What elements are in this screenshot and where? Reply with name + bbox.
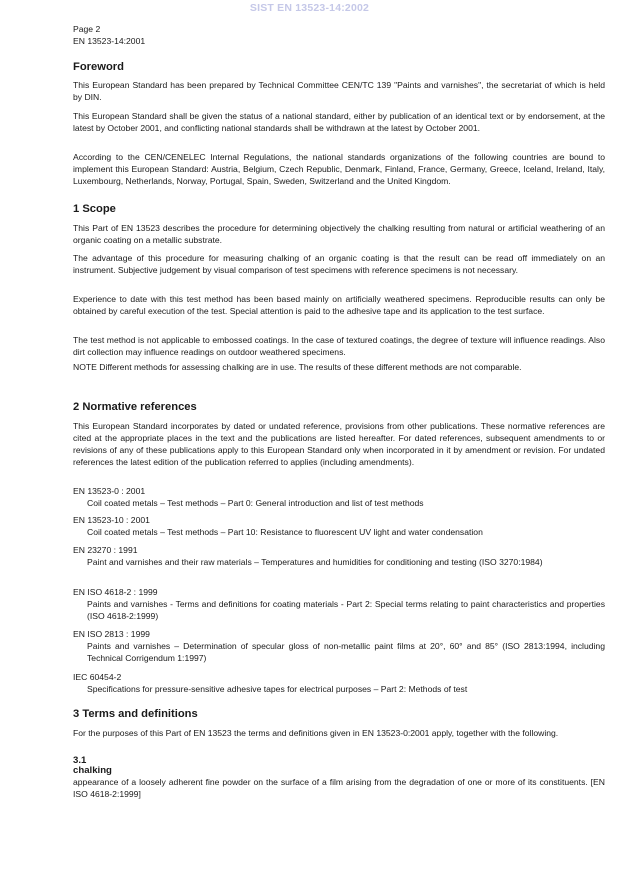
term-number: 3.1 [73, 755, 87, 766]
document-id: EN 13523-14:2001 [73, 36, 146, 46]
terms-heading: 3 Terms and definitions [73, 708, 198, 720]
reference-title: Coil coated metals – Test methods – Part 10: Resistance to fluorescent UV light and water condensation [87, 527, 483, 537]
reference-item [73, 514, 605, 538]
reference-item [73, 628, 605, 664]
term-name: chalking [73, 765, 112, 776]
reference-id: EN 23270 : 1991 [73, 545, 138, 555]
reference-title: Coil coated metals – Test methods – Part 0: General introduction and list of test methods [87, 498, 424, 508]
foreword-paragraph: This European Standard has been prepared by Technical Committee CEN/TC 139 "Paints and varnishes", the secretariat of which is held by DIN. [73, 80, 605, 102]
reference-id: IEC 60454-2 [73, 672, 122, 682]
normative-heading: 2 Normative references [73, 401, 197, 413]
scope-paragraph: This Part of EN 13523 describes the procedure for determining objectively the chalking resulting from natural or artificial weathering of an organic coating on a metallic substrate. [73, 223, 605, 245]
scope-paragraph: Experience to date with this test method has been based mainly on artificially weathered specimens. Reproducible results can only be obtained by careful execution of the test. Special attention is paid to the adhesive tape and its application to the test surface. [73, 294, 605, 316]
reference-item [73, 586, 605, 622]
reference-item [73, 485, 605, 509]
reference-title: Specifications for pressure-sensitive adhesive tapes for electrical purposes – Part 2: Methods of test [87, 684, 468, 694]
scope-paragraph: The advantage of this procedure for measuring chalking of an organic coating is that the result can be read off immediately on an instrument. Subjective judgement by visual comparison of test specimens with reference specimens is not necessary. [73, 253, 605, 275]
term-definition: appearance of a loosely adherent fine powder on the surface of a film arising from the degradation of one or more of its constituents. [EN ISO 4618-2:1999] [73, 777, 605, 799]
reference-item [73, 544, 605, 568]
terms-intro: For the purposes of this Part of EN 13523 the terms and definitions given in EN 13523-0:2001 apply, together with the following. [73, 728, 559, 738]
page-header [73, 23, 605, 47]
scope-note: NOTE Different methods for assessing chalking are in use. The results of these different methods are not comparable. [73, 362, 522, 372]
foreword-paragraph: According to the CEN/CENELEC Internal Regulations, the national standards organizations of the following countries are bound to implement this European Standard: Austria, Belgium, Czech Republic, Denmark, Finland, France, Germany, Greece, Iceland, Ireland, Italy, Luxembourg, Netherlands, Norway, Portugal, Spain, Sweden, Switzerland and the United Kingdom. [73, 152, 605, 186]
reference-item [73, 671, 605, 695]
foreword-paragraph: This European Standard shall be given the status of a national standard, either by publication of an identical text or by endorsement, at the latest by October 2001, and conflicting national standards shall be withdrawn at the latest by October 2001. [73, 111, 605, 133]
reference-id: EN 13523-10 : 2001 [73, 515, 150, 525]
reference-id: EN ISO 2813 : 1999 [73, 629, 150, 639]
reference-id: EN 13523-0 : 2001 [73, 486, 146, 496]
reference-id: EN ISO 4618-2 : 1999 [73, 587, 158, 597]
normative-intro: This European Standard incorporates by dated or undated reference, provisions from other publications. These normative references are cited at the appropriate places in the text and the publications are listed hereafter. For dated references, subsequent amendments to or revisions of any of these publications apply to this European Standard only when incorporated in it by amendment or revision. For undated references the latest edition of the publication referred to applies (including amendments). [73, 421, 605, 467]
reference-title: Paints and varnishes - Terms and definitions for coating materials - Part 2: Special terms relating to paint characteristics and properties (ISO 4618-2:1999) [87, 599, 605, 621]
scope-paragraph: The test method is not applicable to embossed coatings. In the case of textured coatings, the degree of texture will influence readings. Also dirt collection may influence readings on outdoor weathered specimens. [73, 335, 605, 357]
foreword-heading: Foreword [73, 61, 124, 73]
watermark: SIST EN 13523-14:2002 [249, 2, 370, 14]
page-number: Page 2 [73, 24, 101, 34]
term-entry [73, 756, 605, 800]
reference-title: Paint and varnishes and their raw materials – Temperatures and humidities for conditioning and testing (ISO 3270:1984) [87, 557, 543, 567]
reference-title: Paints and varnishes – Determination of specular gloss of non-metallic paint films at 20°, 60° and 85° (ISO 2813:1994, including Technical Corrigendum 1:1997) [87, 641, 605, 663]
scope-heading: 1 Scope [73, 203, 116, 215]
